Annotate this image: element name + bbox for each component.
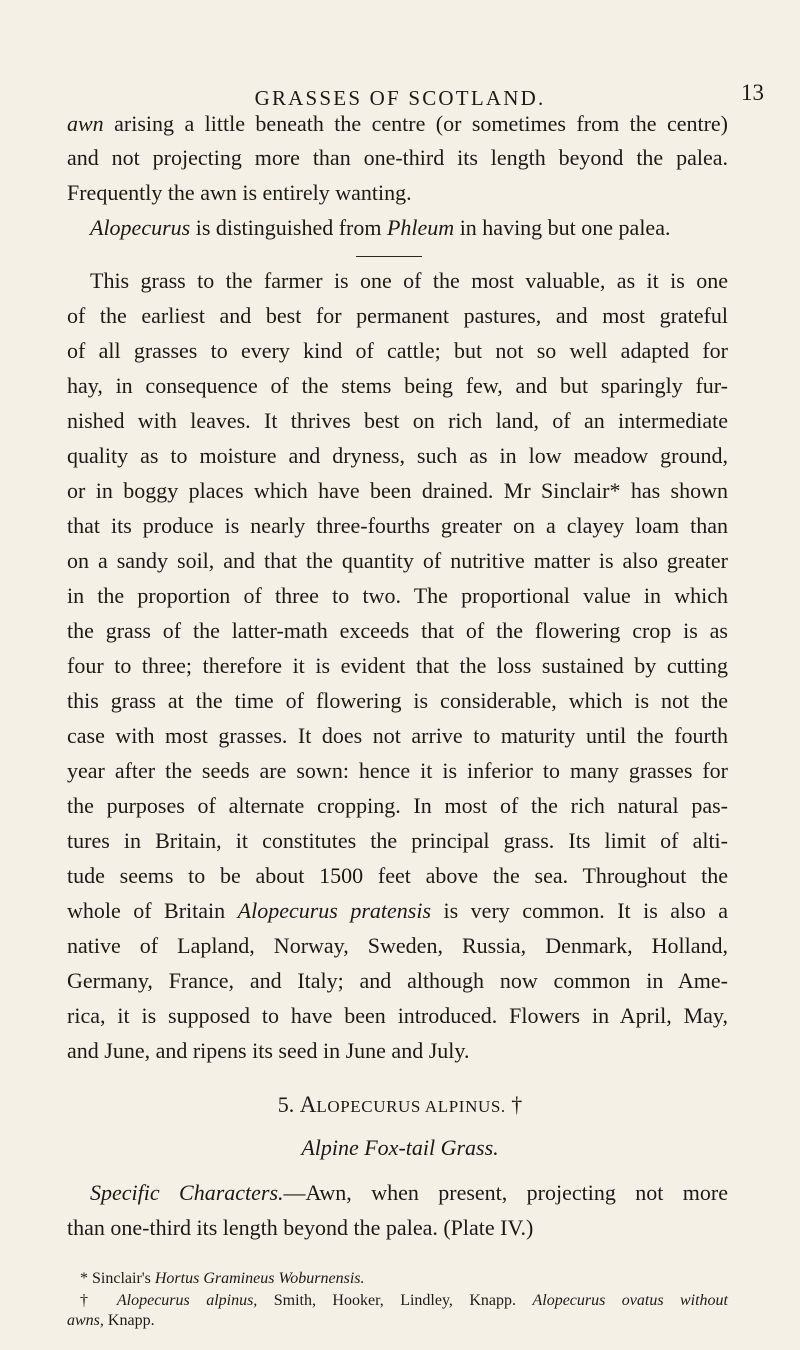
common-name: Alpine Fox-tail Grass. — [301, 1135, 499, 1160]
paragraph-line: on a sandy soil, and that the quantity of nutritive matter is also greater — [67, 548, 728, 573]
paragraph-line: that its produce is nearly three-fourths greater on a clayey loam than — [67, 513, 728, 538]
paragraph-line: in the proportion of three to two. The proportional value in which — [67, 583, 728, 608]
paragraph-line: whole of Britain Alopecurus pratensis is very common. It is also a — [67, 898, 728, 923]
paragraph-line: case with most grasses. It does not arrive to maturity until the fourth — [67, 723, 728, 748]
paragraph-line: the grass of the latter-math exceeds that of the flowering crop is as — [67, 618, 728, 643]
awn-term: awn — [67, 111, 104, 136]
paragraph-line: of all grasses to every kind of cattle; but not so well adapted for — [67, 338, 728, 363]
paragraph-line: of the earliest and best for permanent pastures, and most grateful — [67, 303, 728, 328]
paragraph-line: tude seems to be about 1500 feet above the sea. Throughout the — [67, 863, 728, 888]
genus-alopecurus: Alopecurus — [90, 215, 191, 240]
paragraph-line: Germany, France, and Italy; and although now common in Ame- — [67, 968, 728, 993]
paragraph-line: This grass to the farmer is one of the most valuable, as it is one — [90, 268, 728, 293]
footnote-2-line-1: † Alopecurus alpinus, Smith, Hooker, Lindley, Knapp. Alopecurus ovatus without — [80, 1292, 728, 1309]
paragraph-line: quality as to moisture and dryness, such as in low meadow ground, — [67, 443, 728, 468]
species-heading: 5. ALOPECURUS ALPINUS. † — [277, 1092, 523, 1117]
paragraph-line: this grass at the time of flowering is considerable, which is not the — [67, 688, 728, 713]
species-alopecurus-pratensis: Alopecurus pratensis — [237, 898, 432, 923]
specific-characters-label: Specific Characters. — [90, 1180, 284, 1205]
footnote-1: * Sinclair's Hortus Gramineus Woburnensis. — [80, 1270, 365, 1287]
section-divider — [356, 256, 422, 257]
running-title: GRASSES OF SCOTLAND. — [254, 86, 546, 110]
paragraph-line: four to three; therefore it is evident that the loss sustained by cutting — [67, 653, 728, 678]
footnote-2-line-2: awns, Knapp. — [67, 1312, 155, 1329]
carryover-line-2: and not projecting more than one-third its length beyond the palea. — [67, 145, 728, 170]
carryover-line-4: Alopecurus is distinguished from Phleum in having but one palea. — [90, 215, 671, 240]
page-number: 13 — [741, 80, 764, 105]
paragraph-line: or in boggy places which have been drained. Mr Sinclair* has shown — [67, 478, 728, 503]
paragraph-line: year after the seeds are sown: hence it is inferior to many grasses for — [67, 758, 728, 783]
paragraph-line: tures in Britain, it constitutes the principal grass. Its limit of alti- — [67, 828, 728, 853]
carryover-line-1: awn arising a little beneath the centre (or sometimes from the centre) — [67, 111, 728, 136]
paragraph-line: nished with leaves. It thrives best on rich land, of an intermediate — [67, 408, 728, 433]
paragraph-line: hay, in consequence of the stems being few, and but sparingly fur- — [67, 373, 728, 398]
specific-characters-line-1: Specific Characters.—Awn, when present, projecting not more — [90, 1180, 728, 1205]
paragraph-line: rica, it is supposed to have been introduced. Flowers in April, May, — [67, 1003, 728, 1028]
paragraph-line: the purposes of alternate cropping. In most of the rich natural pas- — [67, 793, 728, 818]
paragraph-line: native of Lapland, Norway, Sweden, Russia, Denmark, Holland, — [67, 933, 728, 958]
specific-characters-line-2: than one-third its length beyond the palea. (Plate IV.) — [67, 1215, 534, 1240]
genus-phleum: Phleum — [386, 215, 455, 240]
paragraph-line: and June, and ripens its seed in June and July. — [67, 1038, 470, 1063]
carryover-line-3: Frequently the awn is entirely wanting. — [67, 180, 412, 205]
